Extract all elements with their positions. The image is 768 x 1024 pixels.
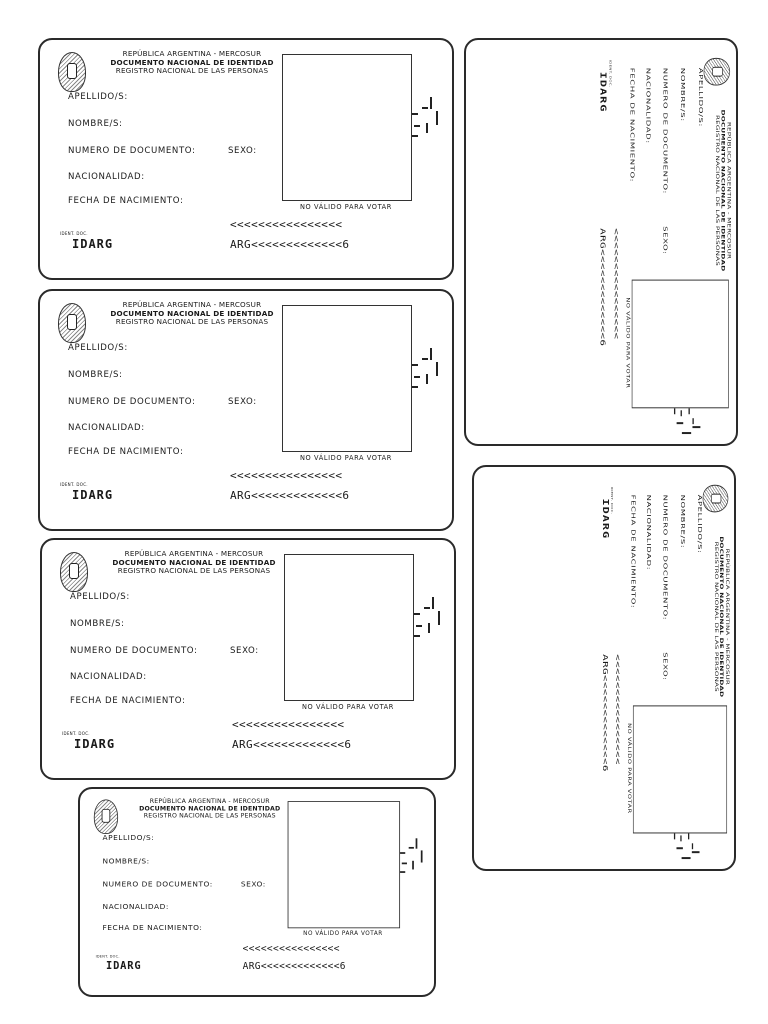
- header-document: DOCUMENTO NACIONAL DE IDENTIDAD: [719, 536, 725, 698]
- photo-box: [282, 305, 412, 452]
- card-header: [94, 550, 294, 576]
- small-mark: IDENT. DOC.: [95, 954, 120, 959]
- label-nacionalidad: NACIONALIDAD:: [70, 672, 147, 682]
- coat-of-arms-icon: [58, 52, 86, 92]
- label-nacionalidad: NACIONALIDAD:: [68, 423, 145, 433]
- mrz-line-2: ARG<<<<<<<<<<<<<6: [242, 960, 346, 972]
- header-document: DOCUMENTO NACIONAL DE IDENTIDAD: [112, 557, 276, 567]
- small-mark: IDENT. DOC.: [62, 731, 90, 736]
- label-nombre: NOMBRE/S:: [68, 370, 123, 380]
- doc-code: IDARG: [598, 71, 608, 113]
- card-header: [92, 50, 292, 76]
- signature-marks: [669, 833, 701, 863]
- card-header: [92, 301, 292, 327]
- label-numero: NUMERO DE DOCUMENTO:: [102, 880, 213, 890]
- mrz-line-2: ARG<<<<<<<<<<<<<6: [232, 738, 352, 751]
- label-apellido: APELLIDO/S:: [68, 343, 128, 353]
- label-numero: NUMERO DE DOCUMENTO:: [68, 397, 196, 407]
- label-sexo: SEXO:: [230, 646, 259, 656]
- label-nombre: NOMBRE/S:: [102, 857, 150, 866]
- card-content: [80, 789, 435, 997]
- header-registry: REGISTRO NACIONAL DE LAS PERSONAS: [115, 317, 269, 326]
- label-nombre: NOMBRE/S:: [679, 494, 686, 549]
- not-valid-for-voting: NO VÁLIDO PARA VOTAR: [626, 723, 632, 814]
- doc-code: IDARG: [72, 237, 114, 251]
- mrz-line-1: <<<<<<<<<<<<<<<<: [242, 942, 340, 955]
- header-registry: REGISTRO NACIONAL DE LAS PERSONAS: [714, 115, 721, 266]
- label-fecha: FECHA DE NACIMIENTO:: [628, 67, 636, 183]
- header-document: DOCUMENTO NACIONAL DE IDENTIDAD: [110, 57, 274, 67]
- label-nombre: NOMBRE/S:: [68, 119, 123, 129]
- dni-card-3: [40, 538, 456, 780]
- not-valid-for-voting: NO VÁLIDO PARA VOTAR: [303, 929, 383, 937]
- label-nacionalidad: NACIONALIDAD:: [102, 903, 169, 912]
- coat-of-arms-icon: [704, 58, 730, 86]
- mrz-line-1: <<<<<<<<<<<<<<<<: [613, 654, 623, 765]
- label-nacionalidad: NACIONALIDAD:: [645, 494, 652, 571]
- doc-code: IDARG: [72, 488, 114, 502]
- small-mark: IDENT. DOC.: [60, 482, 88, 487]
- header-country: REPÚBLICA ARGENTINA - MERCOSUR: [122, 300, 262, 309]
- doc-code: IDARG: [74, 737, 116, 751]
- header-registry: REGISTRO NACIONAL DE LAS PERSONAS: [117, 566, 271, 575]
- dni-card-2: [38, 289, 454, 531]
- card-content: [582, 469, 736, 873]
- signature-marks: [669, 408, 702, 438]
- label-nombre: NOMBRE/S:: [70, 619, 125, 629]
- photo-box: [632, 280, 729, 409]
- label-nombre: NOMBRE/S:: [679, 67, 686, 122]
- label-apellido: APELLIDO/S:: [70, 592, 130, 602]
- mrz-line-2: ARG<<<<<<<<<<<<<6: [230, 238, 350, 251]
- header-document: DOCUMENTO NACIONAL DE IDENTIDAD: [720, 109, 727, 272]
- dni-card-6: [472, 465, 736, 871]
- header-registry: REGISTRO NACIONAL DE LAS PERSONAS: [115, 66, 269, 75]
- label-fecha: FECHA DE NACIMIENTO:: [102, 923, 203, 933]
- label-apellido: APELLIDO/S:: [697, 67, 704, 127]
- photo-box: [284, 554, 414, 701]
- card-header: [123, 798, 296, 820]
- card-content: [580, 42, 738, 448]
- coat-of-arms-icon: [60, 552, 88, 592]
- header-document: DOCUMENTO NACIONAL DE IDENTIDAD: [139, 804, 281, 812]
- coat-of-arms-icon: [58, 303, 86, 343]
- signature-marks: [400, 837, 426, 880]
- dni-card-5: [464, 38, 738, 446]
- header-country: REPÚBLICA ARGENTINA - MERCOSUR: [724, 548, 731, 686]
- card-content: [42, 291, 452, 531]
- not-valid-for-voting: NO VÁLIDO PARA VOTAR: [300, 203, 392, 211]
- mrz-line-2: ARG<<<<<<<<<<<<<6: [600, 654, 610, 772]
- label-sexo: SEXO:: [228, 397, 257, 407]
- label-fecha: FECHA DE NACIMIENTO:: [70, 696, 186, 706]
- card-content: [44, 540, 454, 780]
- label-numero: NUMERO DE DOCUMENTO:: [70, 646, 198, 656]
- mrz-line-1: <<<<<<<<<<<<<<<<: [611, 228, 621, 340]
- label-apellido: APELLIDO/S:: [68, 92, 128, 102]
- label-nacionalidad: NACIONALIDAD:: [644, 67, 651, 144]
- signature-marks: [412, 95, 442, 145]
- label-fecha: FECHA DE NACIMIENTO:: [68, 447, 184, 457]
- header-country: REPÚBLICA ARGENTINA - MERCOSUR: [726, 121, 733, 260]
- header-registry: REGISTRO NACIONAL DE LAS PERSONAS: [713, 541, 720, 692]
- doc-code: IDARG: [105, 959, 142, 972]
- not-valid-for-voting: NO VÁLIDO PARA VOTAR: [625, 297, 631, 389]
- doc-code: IDARG: [600, 498, 610, 540]
- photo-box: [633, 705, 727, 833]
- mrz-line-2: ARG<<<<<<<<<<<<<6: [230, 489, 350, 502]
- label-apellido: APELLIDO/S:: [102, 833, 155, 843]
- label-sexo: SEXO:: [240, 880, 266, 890]
- dni-card-4: [78, 787, 436, 997]
- header-country: REPÚBLICA ARGENTINA - MERCOSUR: [122, 49, 262, 58]
- label-numero: NUMERO DE DOCUMENTO:: [68, 146, 196, 156]
- mrz-line-1: <<<<<<<<<<<<<<<<: [232, 718, 345, 731]
- card-content: [42, 40, 452, 280]
- label-numero: NUMERO DE DOCUMENTO:: [661, 494, 669, 621]
- header-document: DOCUMENTO NACIONAL DE IDENTIDAD: [110, 308, 274, 318]
- label-apellido: APELLIDO/S:: [696, 494, 703, 554]
- signature-marks: [412, 346, 442, 396]
- coat-of-arms-icon: [94, 799, 118, 834]
- label-sexo: SEXO:: [661, 652, 669, 681]
- card-header: [715, 92, 732, 290]
- photo-box: [282, 54, 412, 201]
- label-numero: NUMERO DE DOCUMENTO:: [661, 67, 669, 194]
- coat-of-arms-icon: [703, 485, 729, 513]
- header-country: REPÚBLICA ARGENTINA - MERCOSUR: [124, 549, 264, 558]
- label-sexo: SEXO:: [661, 226, 669, 255]
- dni-card-1: [38, 38, 454, 280]
- mrz-line-2: ARG<<<<<<<<<<<<<6: [598, 228, 608, 347]
- signature-marks: [414, 595, 444, 645]
- label-fecha: FECHA DE NACIMIENTO:: [68, 196, 184, 206]
- label-nacionalidad: NACIONALIDAD:: [68, 172, 145, 182]
- not-valid-for-voting: NO VÁLIDO PARA VOTAR: [302, 703, 394, 711]
- small-mark: IDENT. DOC.: [610, 486, 614, 515]
- label-sexo: SEXO:: [228, 146, 257, 156]
- mrz-line-1: <<<<<<<<<<<<<<<<: [230, 469, 343, 482]
- header-country: REPÚBLICA ARGENTINA - MERCOSUR: [149, 796, 270, 805]
- small-mark: IDENT. DOC.: [60, 231, 88, 236]
- photo-box: [288, 801, 400, 928]
- small-mark: IDENT. DOC.: [608, 59, 612, 88]
- mrz-line-1: <<<<<<<<<<<<<<<<: [230, 218, 343, 231]
- header-registry: REGISTRO NACIONAL DE LAS PERSONAS: [143, 811, 276, 820]
- not-valid-for-voting: NO VÁLIDO PARA VOTAR: [300, 454, 392, 462]
- label-fecha: FECHA DE NACIMIENTO:: [629, 494, 637, 609]
- card-header: [713, 518, 729, 715]
